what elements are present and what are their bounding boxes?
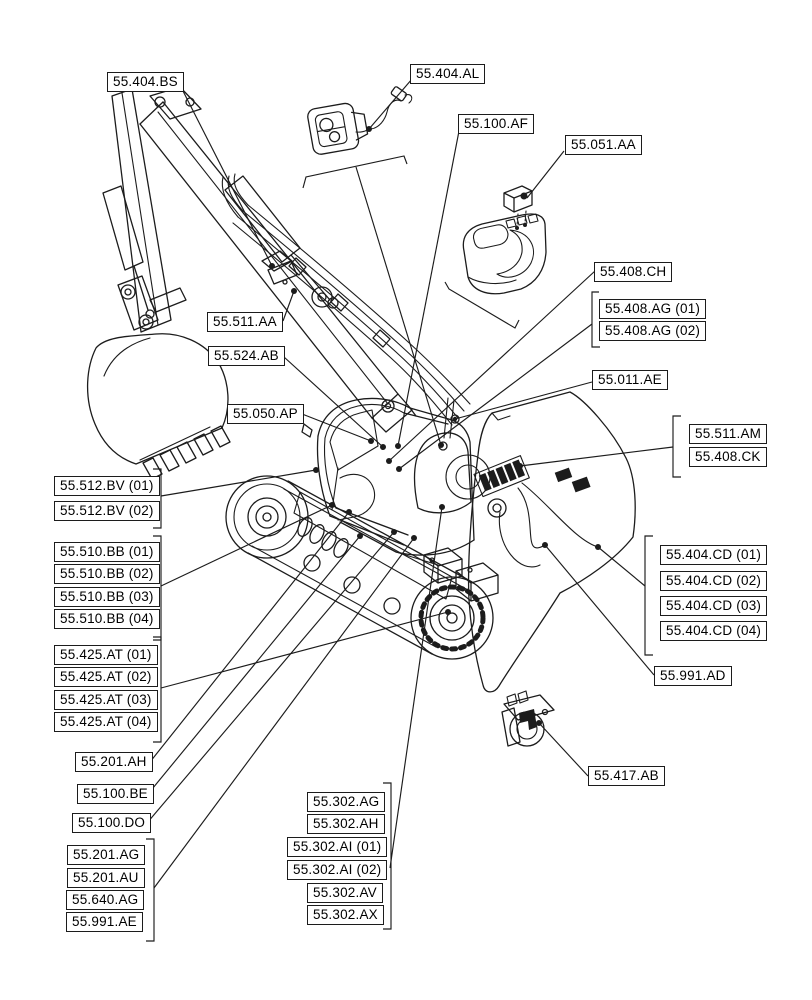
part-label-55-302-ag: 55.302.AG bbox=[307, 792, 385, 812]
part-label-55-640-ag: 55.640.AG bbox=[66, 890, 144, 910]
pressure-switch-part bbox=[502, 691, 554, 746]
part-label-55-510-bb-01: 55.510.BB (01) bbox=[54, 542, 160, 562]
part-label-55-511-aa: 55.511.AA bbox=[207, 312, 283, 332]
undercarriage-tracks bbox=[226, 476, 498, 659]
part-label-55-524-ab: 55.524.AB bbox=[208, 346, 285, 366]
part-label-55-512-bv-01: 55.512.BV (01) bbox=[54, 476, 160, 496]
part-label-55-425-at-01: 55.425.AT (01) bbox=[54, 645, 158, 665]
part-label-55-302-ai-01: 55.302.AI (01) bbox=[287, 837, 387, 857]
part-label-55-100-af: 55.100.AF bbox=[458, 114, 534, 134]
cab bbox=[302, 398, 452, 545]
part-label-55-201-au: 55.201.AU bbox=[67, 868, 145, 888]
part-label-55-408-ch: 55.408.CH bbox=[594, 262, 672, 282]
part-label-55-425-at-04: 55.425.AT (04) bbox=[54, 712, 158, 732]
part-label-55-100-be: 55.100.BE bbox=[77, 784, 154, 804]
part-label-55-510-bb-02: 55.510.BB (02) bbox=[54, 564, 160, 584]
part-label-55-425-at-02: 55.425.AT (02) bbox=[54, 667, 158, 687]
part-label-55-404-bs: 55.404.BS bbox=[107, 72, 184, 92]
part-label-55-417-ab: 55.417.AB bbox=[588, 766, 665, 786]
part-label-55-512-bv-02: 55.512.BV (02) bbox=[54, 501, 160, 521]
part-label-55-404-cd-01: 55.404.CD (01) bbox=[660, 545, 767, 565]
part-label-55-404-cd-02: 55.404.CD (02) bbox=[660, 571, 767, 591]
part-label-55-302-ah: 55.302.AH bbox=[307, 814, 385, 834]
part-label-55-510-bb-03: 55.510.BB (03) bbox=[54, 587, 160, 607]
part-label-55-201-ah: 55.201.AH bbox=[75, 752, 153, 772]
part-label-55-051-aa: 55.051.AA bbox=[565, 135, 642, 155]
part-label-55-302-ai-02: 55.302.AI (02) bbox=[287, 860, 387, 880]
part-label-55-201-ag: 55.201.AG bbox=[67, 845, 145, 865]
part-label-55-302-ax: 55.302.AX bbox=[307, 905, 384, 925]
part-label-55-408-ck: 55.408.CK bbox=[689, 447, 767, 467]
part-label-55-510-bb-04: 55.510.BB (04) bbox=[54, 609, 160, 629]
part-label-55-991-ad: 55.991.AD bbox=[654, 666, 732, 686]
part-label-55-408-ag-01: 55.408.AG (01) bbox=[599, 299, 706, 319]
part-label-55-302-av: 55.302.AV bbox=[307, 883, 383, 903]
part-label-55-408-ag-02: 55.408.AG (02) bbox=[599, 321, 706, 341]
part-label-55-404-cd-04: 55.404.CD (04) bbox=[660, 621, 767, 641]
part-label-55-100-do: 55.100.DO bbox=[72, 813, 151, 833]
part-label-55-425-at-03: 55.425.AT (03) bbox=[54, 690, 158, 710]
part-label-55-511-am: 55.511.AM bbox=[689, 424, 767, 444]
work-lamp bbox=[307, 86, 412, 155]
console-switch bbox=[463, 186, 546, 294]
part-label-55-011-ae: 55.011.AE bbox=[592, 370, 668, 390]
part-label-55-991-ae: 55.991.AE bbox=[66, 912, 143, 932]
part-label-55-404-cd-03: 55.404.CD (03) bbox=[660, 596, 767, 616]
part-label-55-404-al: 55.404.AL bbox=[410, 64, 485, 84]
part-label-55-050-ap: 55.050.AP bbox=[227, 404, 304, 424]
